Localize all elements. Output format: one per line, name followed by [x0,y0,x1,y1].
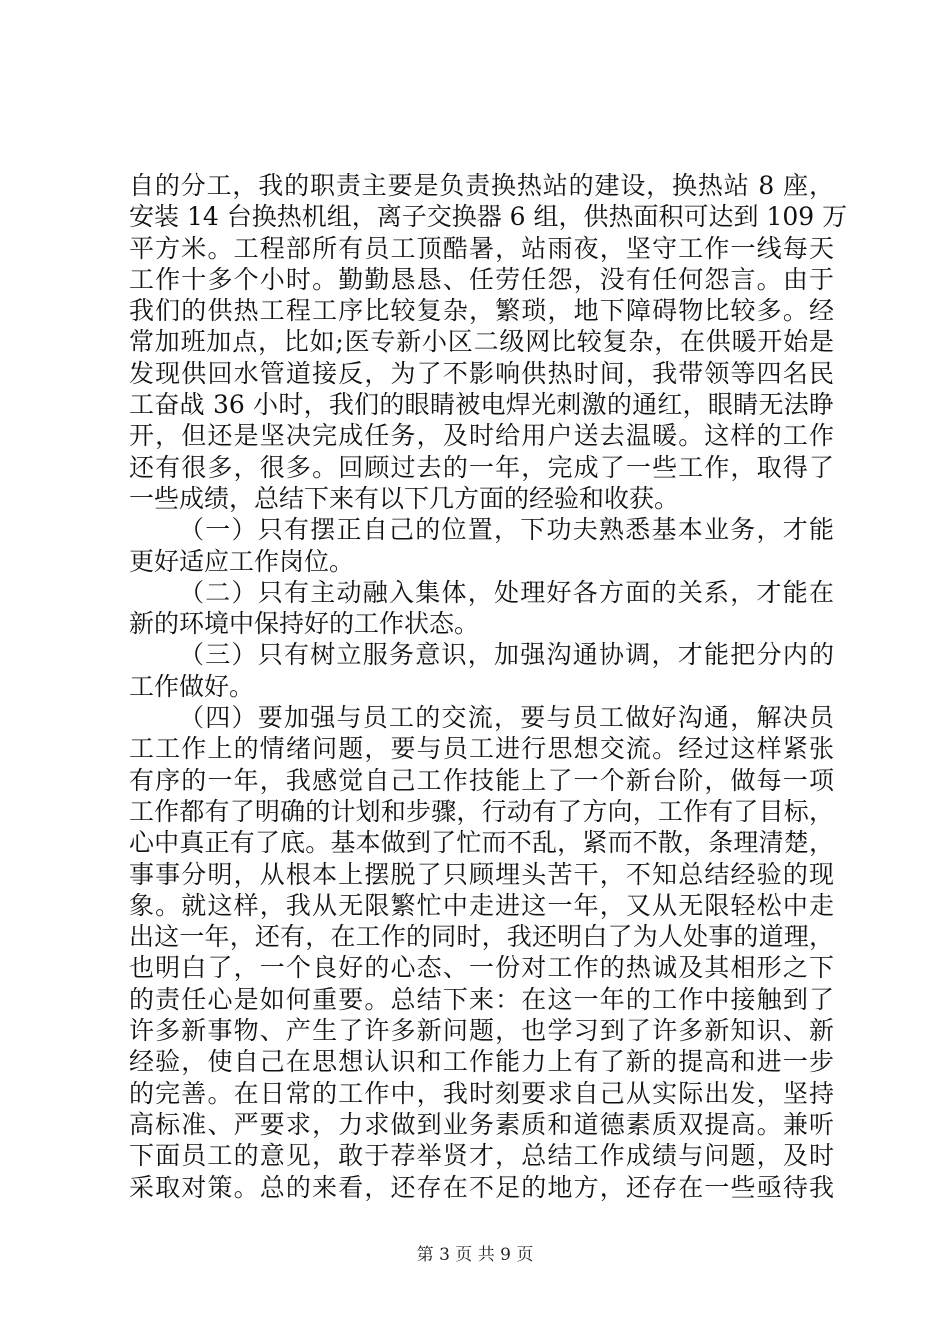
text-line: 工工作上的情绪问题，要与员工进行思想交流。经过这样紧张 [129,734,834,764]
text-line: 工作做好。 [129,671,255,701]
text-line: 新的环境中保持好的工作状态。 [129,609,480,639]
text-line: 采取对策。总的来看，还存在不足的地方，还存在一些亟待我 [129,1172,834,1202]
text-line: 工奋战 36 小时，我们的眼睛被电焊光刺激的通红，眼睛无法睁 [129,390,834,420]
list-item-4: （四）要加强与员工的交流，要与员工做好沟通，解决员 [179,703,834,733]
body-text [129,170,848,1203]
page-footer: 第 3 页 共 9 页 [416,1245,534,1265]
text-line: 高标准、严要求，力求做到业务素质和道德素质双提高。兼听 [129,1109,834,1139]
text-line: 工作都有了明确的计划和步骤，行动有了方向，工作有了目标， [129,796,834,826]
text-line: 一些成绩，总结下来有以下几方面的经验和收获。 [129,483,680,513]
text-line: 也明白了，一个良好的心态、一份对工作的热诚及其相形之下 [129,953,834,983]
text-line: 心中真正有了底。基本做到了忙而不乱，紧而不散，条理清楚， [129,828,834,858]
text-line: 的完善。在日常的工作中，我时刻要求自己从实际出发，坚持 [129,1078,834,1108]
text-line: 常加班加点，比如;医专新小区二级网比较复杂，在供暖开始是 [129,327,834,357]
list-item-1: （一）只有摆正自己的位置，下功夫熟悉基本业务，才能 [179,515,834,545]
text-line: 有序的一年，我感觉自己工作技能上了一个新台阶，做每一项 [129,765,834,795]
text-line: 还有很多，很多。回顾过去的一年，完成了一些工作，取得了 [129,452,834,482]
text-line: 更好适应工作岗位。 [129,546,355,576]
text-line: 许多新事物、产生了许多新问题，也学习到了许多新知识、新 [129,1016,834,1046]
text-line: 事事分明，从根本上摆脱了只顾埋头苦干，不知总结经验的现 [129,859,834,889]
text-line: 工作十多个小时。勤勤恳恳、任劳任怨，没有任何怨言。由于 [129,264,834,294]
text-line: 安装 14 台换热机组，离子交换器 6 组，供热面积可达到 109 万 [129,202,848,232]
text-line: 出这一年，还有，在工作的同时，我还明白了为人处事的道理， [129,922,834,952]
text-line: 平方米。工程部所有员工顶酷暑，站雨夜，坚守工作一线每天 [129,233,834,263]
text-line: 发现供回水管道接反，为了不影响供热时间，我带领等四名民 [129,358,834,388]
text-line: 象。就这样，我从无限繁忙中走进这一年，又从无限轻松中走 [129,890,834,920]
text-line: 下面员工的意见，敢于荐举贤才，总结工作成绩与问题，及时 [129,1141,834,1171]
text-line: 的责任心是如何重要。总结下来：在这一年的工作中接触到了 [129,984,834,1014]
text-line: 开，但还是坚决完成任务，及时给用户送去温暖。这样的工作 [129,421,834,451]
text-line: 自的分工，我的职责主要是负责换热站的建设，换热站 8 座， [129,171,834,200]
text-line: 我们的供热工程工序比较复杂，繁琐，地下障碍物比较多。经 [129,296,834,326]
list-item-2: （二）只有主动融入集体，处理好各方面的关系，才能在 [179,577,834,607]
text-line: 经验，使自己在思想认识和工作能力上有了新的提高和进一步 [129,1047,834,1077]
list-item-3: （三）只有树立服务意识，加强沟通协调，才能把分内的 [179,640,834,670]
